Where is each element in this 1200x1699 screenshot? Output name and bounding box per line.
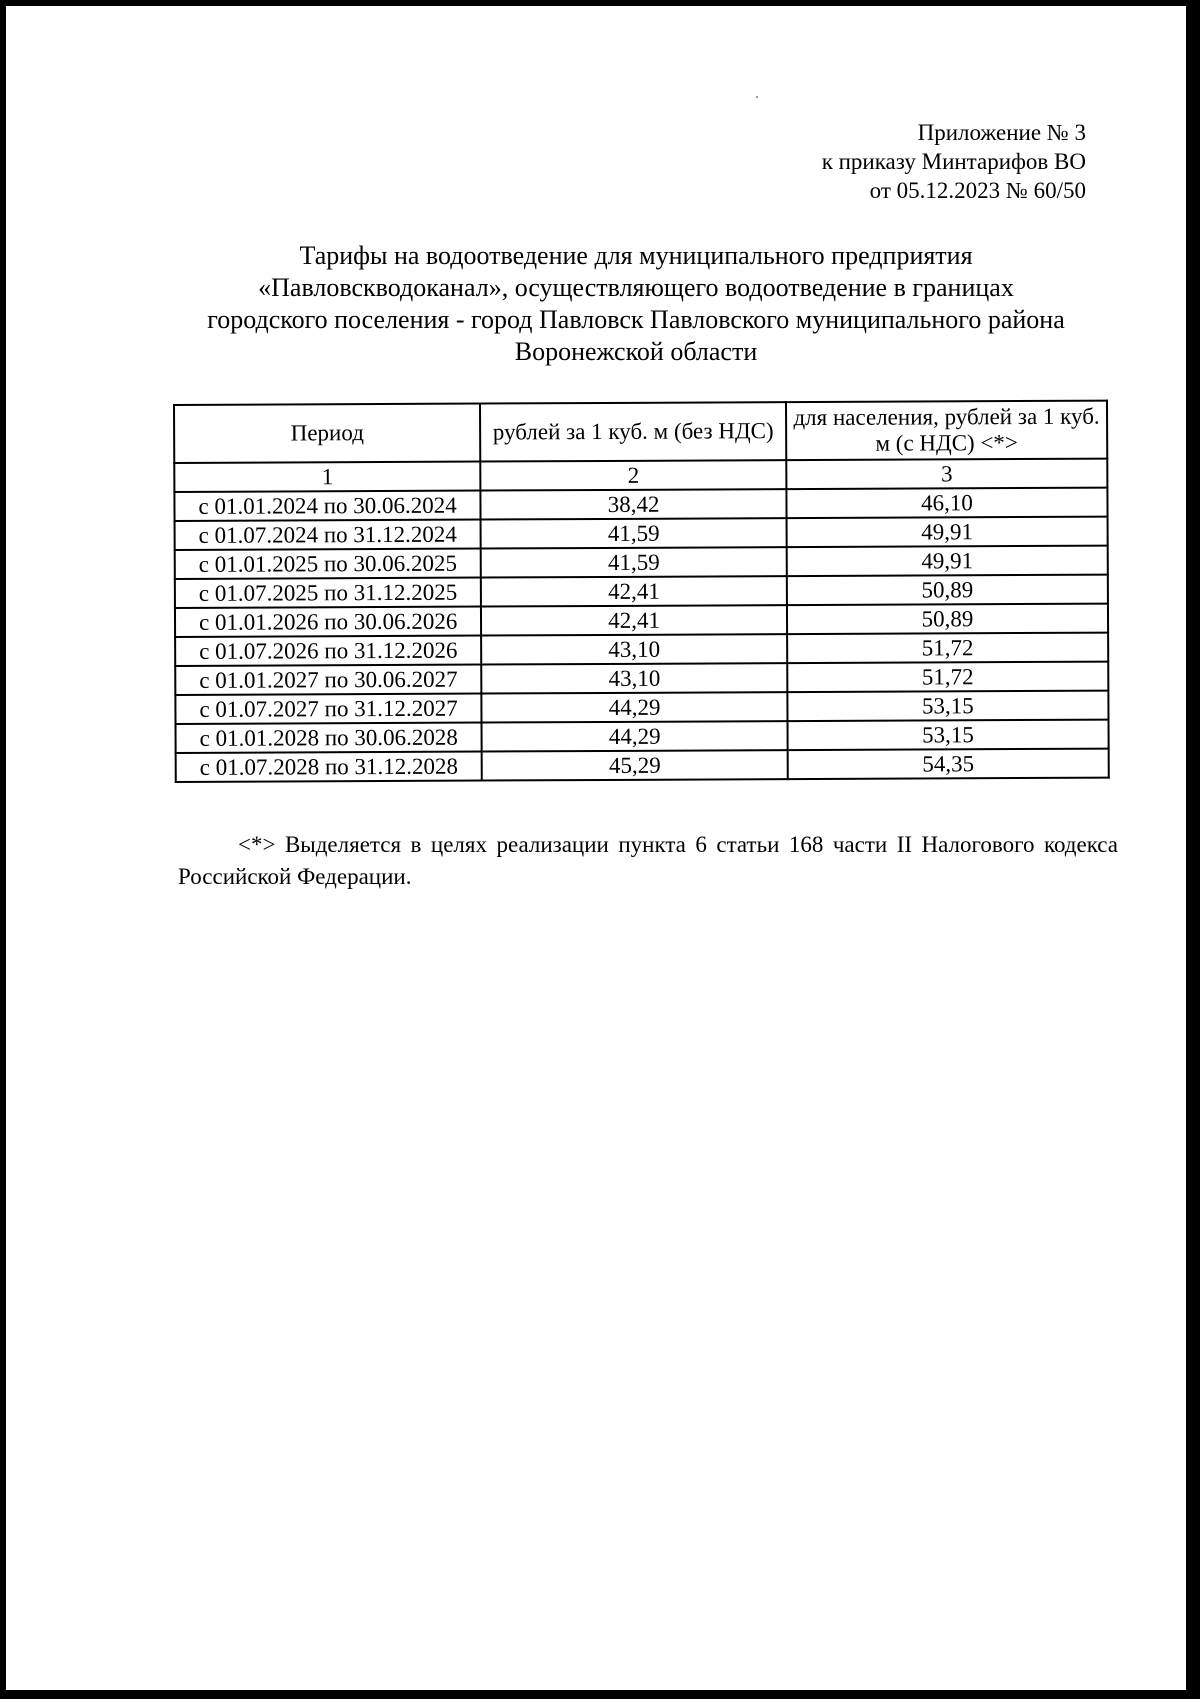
table-column-number-row — [174, 459, 1107, 492]
header-price-with-vat: для населения, рублей за 1 куб. м (с НДС) <*> — [786, 401, 1107, 461]
column-number: 2 — [481, 460, 787, 490]
table-row — [175, 604, 1108, 637]
period-cell: с 01.07.2026 по 31.12.2026 — [175, 636, 481, 666]
document-page — [6, 6, 1186, 1690]
period-cell: с 01.01.2027 по 30.06.2027 — [175, 665, 481, 695]
annex-header — [822, 118, 1086, 205]
table-row — [175, 546, 1108, 579]
table-row — [175, 633, 1108, 666]
period-cell: с 01.01.2024 по 30.06.2024 — [174, 491, 480, 521]
table-row — [175, 575, 1108, 608]
title-line: Тарифы на водоотведение для муниципального предприятия — [299, 241, 973, 270]
price-with-vat-cell: 46,10 — [786, 488, 1107, 519]
price-with-vat-cell: 49,91 — [786, 517, 1107, 548]
table-row — [176, 749, 1109, 782]
column-number: 1 — [174, 462, 480, 492]
price-with-vat-cell: 54,35 — [788, 749, 1109, 780]
title-line: «Павловскводоканал», осуществляющего водоотведение в границах — [258, 273, 1014, 302]
table-row — [175, 517, 1108, 550]
price-no-vat-cell: 41,59 — [481, 547, 787, 577]
scan-artifact — [756, 96, 758, 98]
price-no-vat-cell: 44,29 — [482, 721, 788, 751]
title-line: городского поселения - город Павловск Павловского муниципального района — [207, 305, 1065, 334]
column-number: 3 — [786, 459, 1107, 490]
period-cell: с 01.01.2026 по 30.06.2026 — [175, 607, 481, 637]
header-period: Период — [174, 404, 481, 463]
price-with-vat-cell: 53,15 — [787, 720, 1108, 751]
annex-number: Приложение № 3 — [917, 120, 1086, 145]
price-no-vat-cell: 45,29 — [482, 750, 788, 780]
price-with-vat-cell: 53,15 — [787, 691, 1108, 722]
price-no-vat-cell: 42,41 — [481, 605, 787, 635]
price-with-vat-cell: 50,89 — [787, 575, 1108, 606]
header-price-no-vat: рублей за 1 куб. м (без НДС) — [480, 402, 786, 461]
price-no-vat-cell: 43,10 — [482, 663, 788, 693]
table-row — [175, 691, 1108, 724]
price-with-vat-cell: 50,89 — [787, 604, 1108, 635]
price-with-vat-cell: 51,72 — [787, 662, 1108, 693]
period-cell: с 01.01.2028 по 30.06.2028 — [176, 723, 482, 753]
document-title — [156, 240, 1116, 368]
tariff-table — [173, 400, 1110, 783]
price-no-vat-cell: 44,29 — [482, 692, 788, 722]
period-cell: с 01.01.2025 по 30.06.2025 — [175, 549, 481, 579]
table-row — [174, 488, 1107, 521]
annex-order-ref: к приказу Минтарифов ВО — [821, 149, 1086, 174]
table-row — [176, 720, 1109, 753]
price-no-vat-cell: 42,41 — [481, 576, 787, 606]
title-line: Воронежской области — [514, 337, 758, 366]
price-with-vat-cell: 51,72 — [787, 633, 1108, 664]
table-header-row — [174, 401, 1107, 463]
price-with-vat-cell: 49,91 — [787, 546, 1108, 577]
table-row — [175, 662, 1108, 695]
period-cell: с 01.07.2025 по 31.12.2025 — [175, 578, 481, 608]
price-no-vat-cell: 43,10 — [481, 634, 787, 664]
period-cell: с 01.07.2028 по 31.12.2028 — [176, 752, 482, 782]
period-cell: с 01.07.2027 по 31.12.2027 — [175, 694, 481, 724]
footnote: <*> Выделяется в целях реализации пункта 6 статьи 168 части II Налогового кодекса Российской Федерации. — [178, 832, 1118, 889]
price-no-vat-cell: 41,59 — [481, 518, 787, 548]
price-no-vat-cell: 38,42 — [481, 489, 787, 519]
period-cell: с 01.07.2024 по 31.12.2024 — [175, 520, 481, 550]
annex-order-date: от 05.12.2023 № 60/50 — [869, 178, 1086, 203]
